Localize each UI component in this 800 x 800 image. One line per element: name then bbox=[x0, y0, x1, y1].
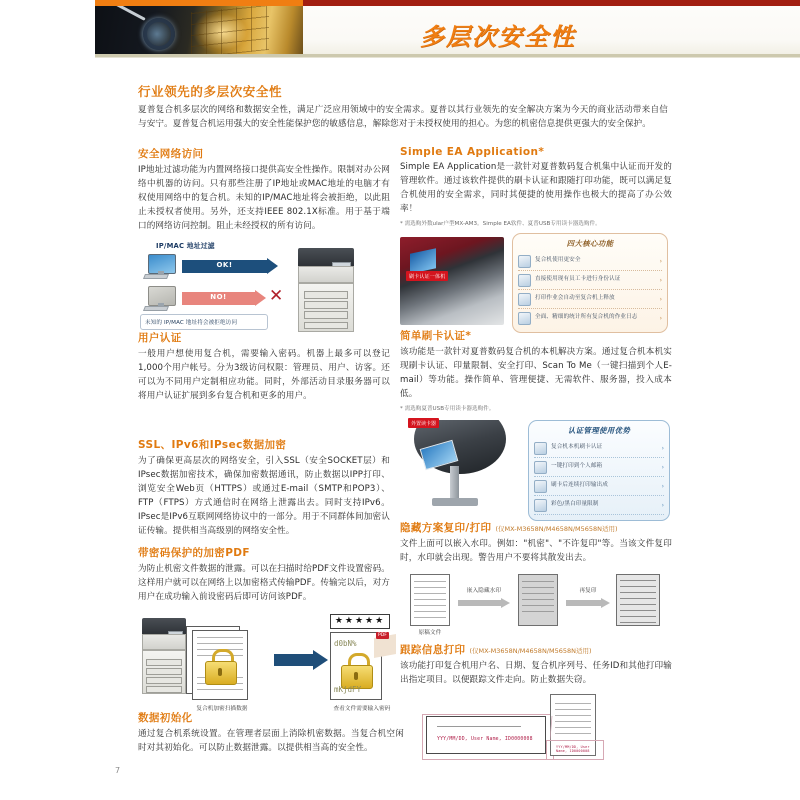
ea-feature-label: 打印作业会自动至复合机上释放 bbox=[535, 295, 615, 302]
card-auth-feature-label: 彩色/黑白印量限制 bbox=[551, 501, 599, 508]
mfp-scanner-icon bbox=[142, 618, 186, 694]
reader-base bbox=[432, 498, 478, 506]
card-auth-feature-panel bbox=[528, 420, 670, 521]
simple-ea-note: * 需选购外数ular户型MX-AM3。Simple EA软件、夏普USB专用读卡器选购件。 bbox=[400, 220, 601, 227]
watermarked-document bbox=[518, 574, 558, 626]
ea-device-photo bbox=[400, 237, 504, 325]
ssl-ipsec-heading: SSL、IPv6和IPsec数据加密 bbox=[138, 439, 287, 451]
chevron-right-icon: › bbox=[661, 482, 664, 490]
lock-icon-encrypted bbox=[341, 653, 371, 687]
card-reader-photo bbox=[402, 420, 520, 512]
track-connector-lines bbox=[550, 714, 590, 744]
network-access-body: IP地址过滤功能为内置网络接口提供高安全性操作。限制对办公网络中机器的访问。只有那些注册了IP地址或MAC地址的电脑才有权使用网络中的复合机。未知的IP/MAC地址将会被拒绝，以此阻止未授权者使用。另外，还支持IEEE 802.1X标准。用于基于端口的网络访问控制。阻止未经授权的所有访问。 bbox=[138, 165, 390, 231]
track-zoom-inner bbox=[426, 716, 546, 754]
recopy-arrow bbox=[566, 598, 610, 609]
ea-feature-item bbox=[518, 252, 662, 271]
ipmac-diagram-label: IP/MAC 地址过滤 bbox=[156, 241, 215, 250]
ea-photo-tag: 刷卡认证一体机 bbox=[406, 271, 448, 281]
banner-rule-light bbox=[95, 57, 800, 58]
page-title: 多层次安全性 bbox=[420, 23, 576, 51]
secure-print-icon bbox=[534, 480, 547, 493]
embed-label: 嵌入隐藏水印 bbox=[466, 587, 502, 594]
printer-icon bbox=[518, 293, 531, 306]
revealed-watermark-document bbox=[616, 574, 660, 626]
card-auth-feature-label: 复合机本机刷卡认证 bbox=[551, 444, 603, 451]
hidden-pattern-diagram bbox=[400, 572, 672, 642]
photo-gear bbox=[143, 18, 175, 50]
track-line bbox=[437, 726, 521, 727]
card-auth-heading: 简单刷卡认证* bbox=[400, 330, 472, 342]
simple-ea-diagram bbox=[400, 233, 672, 333]
card-auth-panel-title: 认证管理使用优势 bbox=[567, 426, 631, 436]
section-encrypted-pdf bbox=[138, 545, 390, 724]
chevron-right-icon: › bbox=[661, 463, 664, 471]
ea-device-screen bbox=[410, 248, 436, 274]
chevron-right-icon: › bbox=[659, 314, 662, 322]
ea-feature-item bbox=[518, 271, 662, 290]
ea-panel-title: 四大核心功能 bbox=[566, 239, 614, 249]
card-auth-feature-item bbox=[534, 439, 664, 458]
photo-flare bbox=[114, 6, 145, 21]
shield-icon bbox=[518, 255, 531, 268]
scan-doc-front bbox=[192, 630, 248, 700]
encrypted-pdf-heading: 带密码保护的加密PDF bbox=[138, 547, 250, 559]
pc-blocked-icon bbox=[144, 286, 174, 312]
encrypted-pdf-body: 为防止机密文件数据的泄露。可以在扫描时给PDF文件设置密码。这样用户就可以在网络上以加密格式传输PDF。传输完以后，对方用户在成功输入前设密码后即可访问该PDF。 bbox=[138, 564, 390, 602]
chevron-right-icon: › bbox=[659, 295, 662, 303]
ea-feature-item bbox=[518, 309, 662, 327]
pc-allowed-icon bbox=[144, 254, 174, 280]
track-print-model: (仅MX-M3658N/M4658N/M5658N适用) bbox=[469, 647, 592, 655]
pdf-left-caption: 复合机加密扫描数据 bbox=[196, 705, 248, 712]
track-print-heading bbox=[400, 642, 672, 657]
simple-ea-heading: Simple EA Application* bbox=[400, 146, 545, 158]
section-data-init bbox=[138, 710, 404, 756]
color-limit-icon bbox=[534, 499, 547, 512]
ipmac-callout: 未知的 IP/MAC 地址将会被拒绝访问 bbox=[140, 314, 268, 330]
hidden-pattern-title: 隐藏方案复印/打印 bbox=[400, 522, 492, 534]
track-print-title: 跟踪信息打印 bbox=[400, 644, 466, 656]
chart-icon bbox=[518, 312, 531, 325]
ea-feature-item bbox=[518, 290, 662, 309]
card-auth-feature-item bbox=[534, 477, 664, 496]
track-print-body: 该功能打印复合机用户名、日期、复合机序列号、任务ID和其他打印输出指定项目。以便跟踪文件走向。防止数据失窃。 bbox=[400, 661, 672, 685]
pdf-flow-arrow bbox=[274, 650, 328, 670]
chevron-right-icon: › bbox=[661, 501, 664, 509]
track-print-diagram bbox=[400, 694, 672, 772]
lock-icon bbox=[205, 649, 235, 683]
arrow-ok-label: OK! bbox=[216, 260, 233, 269]
recopy-label: 再复印 bbox=[579, 587, 597, 594]
section-track-print bbox=[400, 642, 672, 772]
section-simple-ea bbox=[400, 146, 672, 333]
card-icon bbox=[518, 274, 531, 287]
data-init-body: 通过复合机系统设置。在管理者层面上消除机密数据。当复合机空闲时对其初始化。可以防止数据泄露。以提供相当高的安全性。 bbox=[138, 729, 404, 753]
user-auth-heading: 用户认证 bbox=[138, 332, 182, 344]
card-auth-photo-tag: 外置读卡器 bbox=[408, 418, 439, 428]
cipher-text-bottom: mKjdFY bbox=[334, 684, 362, 694]
page-banner bbox=[95, 0, 800, 60]
card-auth-feature-item bbox=[534, 458, 664, 477]
intro-heading: 行业领先的多层次安全性 bbox=[138, 84, 283, 99]
page-number: 7 bbox=[115, 766, 121, 775]
lock-icon bbox=[534, 442, 547, 455]
ea-feature-panel bbox=[512, 233, 668, 333]
arrow-no-label: NO! bbox=[210, 292, 227, 301]
card-auth-feature-label: 刷卡后连续打印输出成 bbox=[551, 482, 608, 489]
card-auth-body: 该功能是一款针对夏普数码复合机的本机解决方案。通过复合机本机实现刷卡认证、印量限制、安全打印、Scan To Me（一键扫描到个人E-mail）等功能。操作简单、管理便捷、无需软件、服务器，投入成本低。 bbox=[400, 347, 672, 399]
chevron-right-icon: › bbox=[659, 257, 662, 265]
mfp-device-icon bbox=[298, 248, 354, 332]
hidden-pattern-heading bbox=[400, 520, 672, 535]
pdf-badge: PDF bbox=[378, 632, 387, 638]
simple-ea-body: Simple EA Application是一款针对夏普数码复合机集中认证而开发的管理软件。通过该软件提供的刷卡认证和跟随打印功能，既可以满足复合机使用的安全需求，同时其便捷的使用操作也极大的提高了办公效率！ bbox=[400, 162, 672, 214]
chevron-right-icon: › bbox=[659, 276, 662, 284]
pdf-right-caption: 查看文件需要输入密码 bbox=[333, 705, 391, 712]
arrow-no bbox=[182, 292, 266, 305]
data-init-heading: 数据初始化 bbox=[138, 712, 193, 724]
network-access-heading: 安全网络访问 bbox=[138, 148, 204, 160]
section-network-access bbox=[138, 146, 390, 336]
section-user-auth bbox=[138, 330, 390, 404]
banner-photo bbox=[95, 6, 303, 54]
embed-arrow bbox=[458, 598, 510, 609]
ea-feature-label: 全面、精细的统计所有复合机的作业日志 bbox=[535, 314, 638, 321]
ea-feature-label: 直接使用现有员工卡进行身份认证 bbox=[535, 276, 621, 283]
ea-feature-label: 复合机使用更安全 bbox=[535, 257, 581, 264]
chevron-right-icon: › bbox=[661, 444, 664, 452]
card-auth-feature-item bbox=[534, 496, 664, 515]
cipher-text-top: d0bN% bbox=[334, 638, 357, 648]
ssl-ipsec-body: 为了确保更高层次的网络安全，引入SSL（安全SOCKET层）和IPsec数据加密技术，确保加密数据通讯，防止数据以IPP打印、浏览安全Web页（HTTPS）或通过E-mail（SMTP和POP3）、FTP（FTPS）方式通信时在网络上泄露出去。同时支持IPv6。IPsec是IPv6互联网网络协议中的一部分。用于不同群体间加密认证传输。提供相当高级别的网络安全性。 bbox=[138, 456, 390, 536]
arrow-ok bbox=[182, 260, 278, 273]
track-text: YYY/MM/DD, User Name, ID0000008 bbox=[437, 736, 533, 742]
blocked-x-icon: ✕ bbox=[269, 285, 284, 306]
source-doc-caption: 原稿文件 bbox=[418, 629, 442, 636]
reader-stem bbox=[450, 466, 459, 500]
source-document bbox=[410, 574, 450, 626]
password-stars: ★★★★★ bbox=[330, 614, 390, 629]
card-auth-feature-label: 一键打印到个人邮箱 bbox=[551, 463, 603, 470]
section-ssl-ipsec bbox=[138, 437, 390, 539]
mail-icon bbox=[534, 461, 547, 474]
photo-grid bbox=[191, 6, 269, 54]
intro-block bbox=[138, 82, 668, 132]
card-auth-diagram bbox=[400, 418, 672, 514]
ipmac-diagram bbox=[138, 240, 390, 336]
intro-body: 夏普复合机多层次的网络和数据安全性，满足广泛应用领域中的安全需求。夏普以其行业领先的安全解决方案为今天的商业活动带来自信与安宁。夏普复合机运用强大的安全性能保护您的敏感信息，解除您对于未授权使用的担心。为您的机密信息提供更强大的安全保护。 bbox=[138, 105, 668, 129]
track-doc-footer: YYY/MM/DD, User Name, ID0000008 bbox=[556, 744, 590, 753]
section-hidden-pattern bbox=[400, 520, 672, 642]
hidden-pattern-model: (仅MX-M3658N/M4658N/M5658N适用) bbox=[495, 525, 618, 533]
section-card-auth bbox=[400, 328, 672, 514]
hidden-pattern-body: 文件上面可以嵌入水印。例如："机密"、"不许复印"等。当该文件复印时，水印就会出现。警告用户不要将其散发出去。 bbox=[400, 539, 672, 563]
user-auth-body: 一般用户想使用复合机，需要输入密码。机器上最多可以登记1,000个用户帐号。分为3级访问权限：管理员、用户、访客。还可以为不同用户定制相应功能。同时，外部活动目录服务器可以将用户认证扩展到多台复合机和更多的用户。 bbox=[138, 349, 390, 401]
encrypted-pdf-diagram bbox=[138, 612, 390, 724]
card-auth-note: * 需选购夏普USB专用读卡器选购件。 bbox=[400, 405, 495, 412]
